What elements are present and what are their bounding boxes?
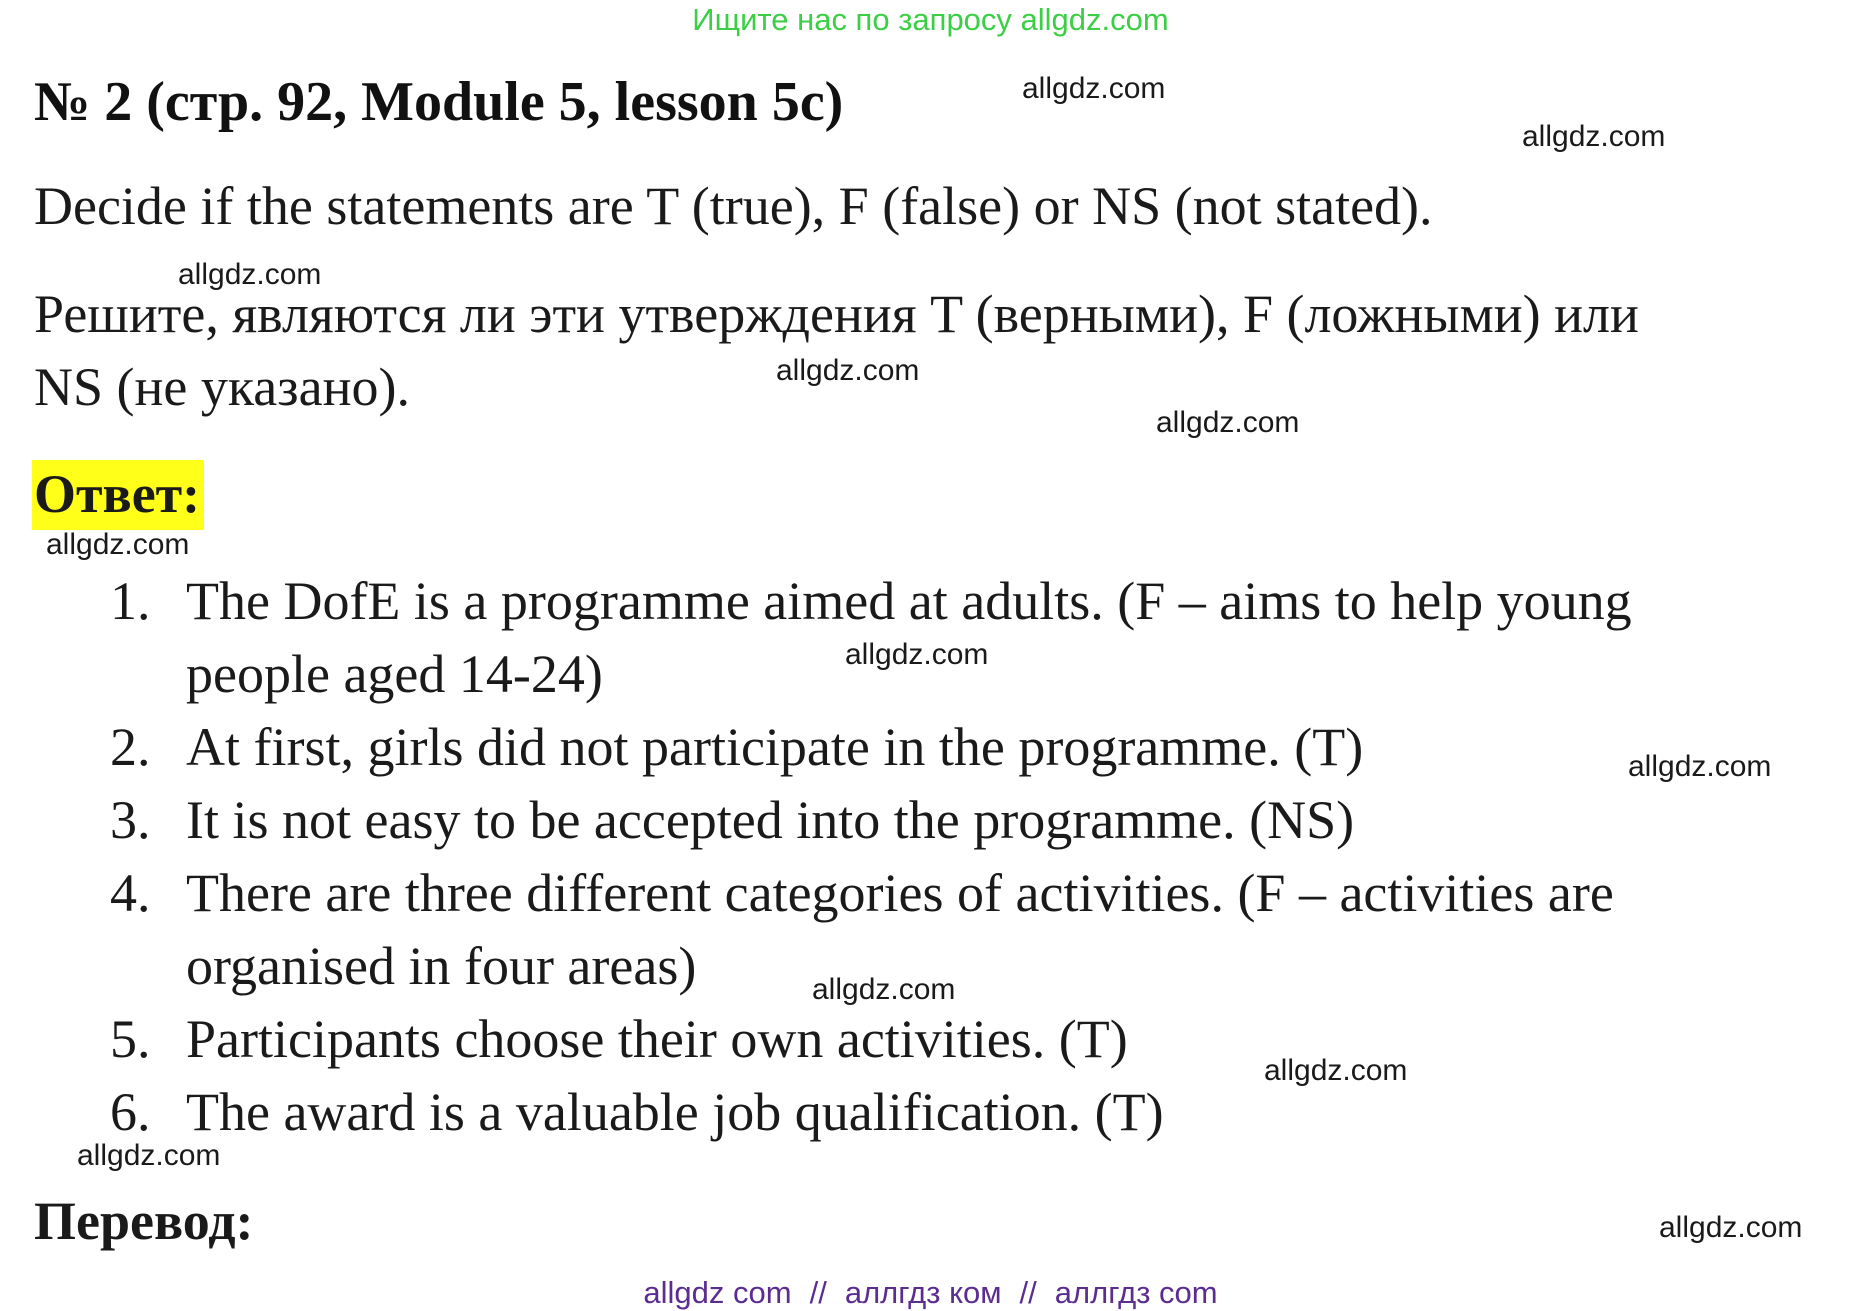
watermark: allgdz.com	[845, 638, 989, 671]
instruction-russian-line-1: Решите, являются ли эти утверждения T (верными), F (ложными) или	[34, 284, 1639, 344]
answer-1-number: 1.	[110, 571, 151, 631]
answer-6-line-1: The award is a valuable job qualification. (T)	[186, 1082, 1164, 1142]
watermark: allgdz.com	[178, 258, 322, 291]
answer-4-line-1: There are three different categories of activities. (F – activities are	[186, 863, 1614, 923]
answer-6-number: 6.	[110, 1082, 151, 1142]
answer-3-number: 3.	[110, 790, 151, 850]
footer-link-1[interactable]: allgdz com	[643, 1275, 792, 1310]
watermark: allgdz.com	[812, 973, 956, 1006]
answer-label: Ответ:	[32, 460, 204, 530]
watermark: allgdz.com	[1522, 120, 1666, 153]
watermark: allgdz.com	[1659, 1211, 1803, 1244]
answer-4-number: 4.	[110, 863, 151, 923]
instruction-english: Decide if the statements are T (true), F (false) or NS (not stated).	[34, 176, 1433, 236]
watermark: allgdz.com	[46, 528, 190, 561]
answer-3-line-1: It is not easy to be accepted into the programme. (NS)	[186, 790, 1355, 850]
answer-5-line-1: Participants choose their own activities. (T)	[186, 1009, 1128, 1069]
watermark: allgdz.com	[1628, 750, 1772, 783]
footer-link-3[interactable]: аллгдз com	[1054, 1275, 1218, 1310]
watermark: allgdz.com	[1156, 406, 1300, 439]
answer-2-number: 2.	[110, 717, 151, 777]
answer-5-number: 5.	[110, 1009, 151, 1069]
footer-separator: //	[809, 1275, 827, 1310]
translation-label: Перевод:	[34, 1191, 254, 1251]
footer-links	[0, 1275, 1861, 1311]
answer-1-line-1: The DofE is a programme aimed at adults. (F – aims to help young	[186, 571, 1632, 631]
watermark: allgdz.com	[1022, 72, 1166, 105]
instruction-russian-line-2: NS (не указано).	[34, 357, 410, 417]
footer-separator: //	[1019, 1275, 1037, 1310]
answer-2-line-1: At first, girls did not participate in the programme. (T)	[186, 717, 1364, 777]
watermark: allgdz.com	[776, 354, 920, 387]
watermark: allgdz.com	[77, 1139, 221, 1172]
top-banner: Ищите нас по запросу allgdz.com	[692, 2, 1169, 37]
page-title: № 2 (стр. 92, Module 5, lesson 5c)	[34, 71, 844, 133]
footer-link-2[interactable]: аллгдз ком	[844, 1275, 1002, 1310]
answer-4-line-2: organised in four areas)	[186, 936, 697, 996]
answer-1-line-2: people aged 14-24)	[186, 644, 603, 704]
watermark: allgdz.com	[1264, 1054, 1408, 1087]
